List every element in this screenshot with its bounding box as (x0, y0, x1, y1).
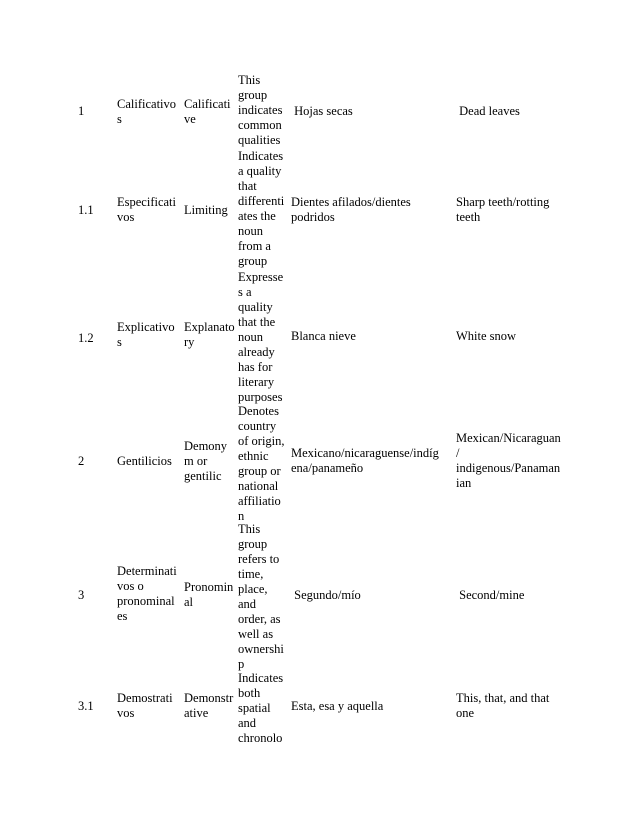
english-term: Explanato ry (184, 320, 235, 349)
description: This group refers to time, place, and order, as well as ownershi p (238, 522, 284, 671)
english-term: Calificati ve (184, 97, 231, 126)
description: This group indicates common qualities (238, 73, 283, 147)
example-english: Second/mine (456, 588, 525, 602)
spanish-term: Calificativo s (117, 97, 177, 126)
example-spanish: Hojas secas (291, 104, 353, 118)
example-spanish: Dientes afilados/dientes podridos (291, 195, 411, 224)
spanish-term: Explicativo s (117, 320, 175, 349)
example-spanish: Esta, esa y aquella (291, 699, 384, 713)
english-term: Demony m or gentilic (184, 439, 228, 483)
row-number: 1.2 (78, 331, 94, 345)
description: Indicates a quality that differenti ates the noun from a group (238, 149, 285, 268)
example-spanish: Segundo/mío (291, 588, 361, 602)
row-number: 2 (78, 454, 85, 468)
row-number: 3 (78, 588, 85, 602)
example-spanish: Mexicano/nicaraguense/indíg ena/panameño (291, 446, 439, 475)
english-term: Demonstr ative (184, 691, 234, 720)
english-term: Pronomin al (184, 580, 234, 609)
row-number: 1 (78, 104, 85, 118)
spanish-term: Gentilicios (117, 454, 172, 468)
spanish-term: Especificati vos (117, 195, 176, 224)
description: Indicates both spatial and chronolo (238, 671, 284, 745)
spanish-term: Determinati vos o pronominal es (117, 564, 177, 623)
description: Expresse s a quality that the noun already has for literary purposes (238, 270, 284, 404)
example-english: Mexican/Nicaraguan / indigenous/Panaman ian (456, 431, 561, 490)
example-spanish: Blanca nieve (291, 329, 356, 343)
description: Denotes country of origin, ethnic group or national affiliatio n (238, 404, 285, 523)
example-english: Dead leaves (456, 104, 520, 118)
english-term: Limiting (184, 203, 228, 217)
spanish-term: Demostrati vos (117, 691, 173, 720)
example-english: This, that, and that one (456, 691, 550, 720)
example-english: Sharp teeth/rotting teeth (456, 195, 550, 224)
example-english: White snow (456, 329, 517, 343)
row-number: 1.1 (78, 203, 94, 217)
row-number: 3.1 (78, 699, 94, 713)
